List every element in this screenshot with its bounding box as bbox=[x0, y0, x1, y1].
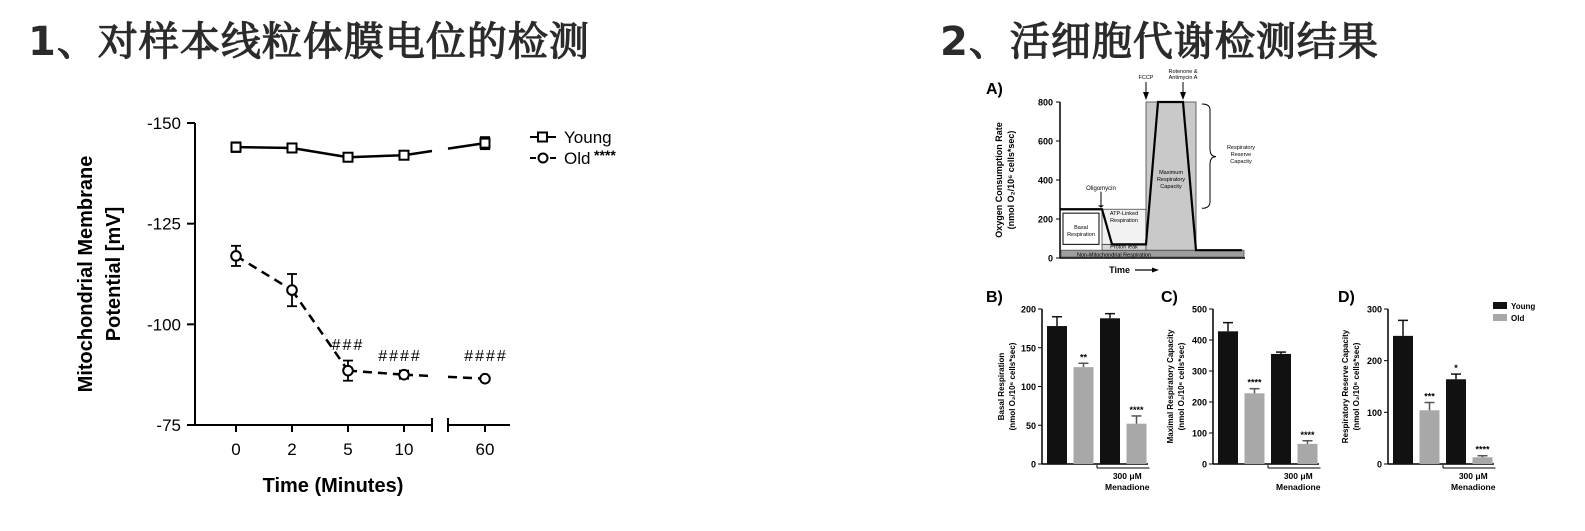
bar bbox=[1420, 410, 1440, 464]
rotenone-arrowhead bbox=[1180, 92, 1186, 100]
max-capacity-label-line-2: Respiratory bbox=[1156, 177, 1186, 184]
membrane-potential-chart bbox=[0, 80, 720, 520]
x-tick-label: 10 bbox=[394, 440, 414, 459]
panel-label: B) bbox=[986, 289, 1003, 306]
section-2-title: 2、活细胞代谢检测结果 bbox=[940, 19, 1379, 65]
non-mito-label: Non-Mitochondrial Respiration bbox=[1077, 252, 1151, 259]
treatment-label-line-2: Menadione bbox=[1105, 482, 1150, 492]
bar bbox=[1473, 457, 1493, 464]
y-axis-label-line-2: Potential [mV] bbox=[103, 206, 125, 342]
series-line-old bbox=[348, 371, 404, 375]
data-point-young bbox=[344, 153, 353, 162]
y-axis-label: Respiratory Reserve Capacity bbox=[1341, 329, 1350, 444]
atp-linked-label-line-2: Respiration bbox=[1110, 218, 1138, 225]
data-point-old bbox=[399, 370, 409, 380]
series-line-old bbox=[236, 256, 292, 290]
bar bbox=[1298, 444, 1318, 464]
y-tick-label: 500 bbox=[1191, 304, 1207, 315]
y-tick-label: 50 bbox=[1025, 420, 1036, 431]
section-1-title: 1、对样本线粒体膜电位的检测 bbox=[28, 19, 590, 65]
significance-label: **** bbox=[1300, 429, 1315, 440]
y-tick-label: 100 bbox=[1191, 428, 1207, 439]
significance-annotation: #### bbox=[464, 348, 508, 365]
oligomycin-arrowhead bbox=[1098, 205, 1104, 207]
y-tick-label: 400 bbox=[1191, 335, 1207, 346]
y-tick-label: -125 bbox=[146, 214, 181, 234]
data-point-old bbox=[480, 374, 490, 384]
basal-label-line-2: Respiration bbox=[1067, 231, 1095, 238]
legend-marker bbox=[539, 154, 548, 163]
y-axis-label-line-2: (nmol O₂/10⁶ cells*sec) bbox=[1006, 130, 1016, 230]
data-point-young bbox=[400, 151, 409, 160]
panel-label: C) bbox=[1161, 289, 1178, 306]
bar bbox=[1074, 367, 1094, 464]
y-tick-label: -100 bbox=[146, 315, 181, 335]
bar bbox=[1393, 336, 1413, 464]
legend-swatch bbox=[1493, 314, 1507, 321]
y-tick-label: 400 bbox=[1037, 175, 1053, 186]
y-tick-label: 200 bbox=[1366, 356, 1382, 367]
bar bbox=[1446, 379, 1466, 464]
y-axis-label-line-2: (nmol O₂/10⁶ cells*sec) bbox=[1352, 342, 1361, 431]
treatment-label: 300 μM bbox=[1112, 471, 1142, 481]
oligomycin-label: Oligomycin bbox=[1086, 185, 1116, 192]
y-tick-label: 0 bbox=[1030, 459, 1036, 470]
legend-label-young: Young bbox=[1511, 302, 1536, 311]
data-point-young bbox=[481, 139, 490, 148]
y-tick-label: 150 bbox=[1020, 343, 1036, 354]
bar bbox=[1245, 393, 1265, 464]
y-tick-label: 100 bbox=[1020, 382, 1036, 392]
reserve-label: Respiratory bbox=[1226, 144, 1256, 151]
fccp-label: FCCP bbox=[1138, 75, 1154, 81]
treatment-label-line-2: Menadione bbox=[1276, 482, 1321, 492]
reserve-label-line-3: Capacity bbox=[1230, 158, 1252, 165]
y-tick-label: 300 bbox=[1191, 366, 1207, 377]
series-line-young bbox=[236, 147, 292, 148]
significance-label: **** bbox=[1247, 377, 1262, 388]
series-line-young bbox=[448, 143, 485, 149]
data-point-old bbox=[231, 251, 241, 261]
legend-label-old: Old bbox=[1511, 314, 1525, 323]
data-point-young bbox=[288, 143, 297, 152]
significance-label: *** bbox=[1424, 391, 1435, 402]
y-tick-label: -150 bbox=[146, 114, 181, 133]
y-tick-label: 0 bbox=[1376, 459, 1382, 470]
max-capacity-label-line-3: Capacity bbox=[1160, 184, 1182, 191]
legend-label-young: Young bbox=[564, 128, 612, 147]
series-line-young bbox=[348, 155, 404, 157]
y-axis-label-line-2: (nmol O₂/10⁶ cells*sec) bbox=[1008, 342, 1017, 431]
panel-c-chart bbox=[1155, 282, 1335, 502]
basal-label: Basal bbox=[1074, 224, 1088, 231]
x-tick-label: 2 bbox=[287, 440, 297, 459]
y-axis-label: Maximal Respiratory Capacity bbox=[1166, 329, 1175, 444]
y-tick-label: 600 bbox=[1037, 136, 1053, 147]
panel-label: D) bbox=[1338, 289, 1355, 306]
y-axis-label-line-2: (nmol O₂/10⁶ cells*sec) bbox=[1177, 342, 1186, 431]
reserve-label-line-2: Reserve bbox=[1230, 151, 1252, 158]
reserve-bracket bbox=[1202, 104, 1216, 208]
significance-label: **** bbox=[1129, 404, 1144, 415]
fccp-arrowhead bbox=[1143, 92, 1149, 100]
y-tick-label: 200 bbox=[1037, 214, 1053, 225]
y-tick-label: 300 bbox=[1366, 304, 1382, 315]
bar bbox=[1218, 331, 1238, 464]
panel-d-chart bbox=[1330, 282, 1580, 502]
y-tick-label: 0 bbox=[1047, 253, 1053, 264]
x-tick-label: 60 bbox=[475, 440, 495, 459]
panel-a-chart bbox=[980, 68, 1280, 278]
data-point-old bbox=[343, 366, 353, 376]
y-tick-label: -75 bbox=[156, 416, 181, 435]
proton-leak-label: Proton leak bbox=[1110, 244, 1138, 251]
max-capacity-label: Maximum bbox=[1159, 170, 1183, 177]
data-point-young bbox=[232, 143, 241, 152]
y-tick-label: 100 bbox=[1366, 407, 1382, 418]
x-axis-label: Time (Minutes) bbox=[262, 475, 404, 497]
bar bbox=[1100, 318, 1120, 464]
legend-swatch bbox=[1493, 302, 1507, 309]
significance-label: ** bbox=[1079, 352, 1088, 363]
series-line-old bbox=[292, 290, 348, 371]
legend-marker bbox=[538, 133, 547, 142]
panel-label: A) bbox=[986, 81, 1003, 98]
treatment-label: 300 μM bbox=[1283, 471, 1313, 481]
bar bbox=[1271, 354, 1291, 464]
time-arrowhead bbox=[1152, 268, 1159, 273]
bar bbox=[1127, 424, 1147, 464]
y-tick-label: 200 bbox=[1020, 304, 1036, 315]
rotenone-label-line-2: Antimycin A bbox=[1168, 75, 1198, 81]
significance-label: **** bbox=[1475, 444, 1490, 455]
y-axis-label: Basal Respiration bbox=[997, 352, 1006, 421]
y-axis-label: Mitochondrial Membrane bbox=[75, 155, 97, 393]
treatment-label: 300 μM bbox=[1458, 471, 1488, 481]
data-point-old bbox=[287, 285, 297, 295]
treatment-label-line-2: Menadione bbox=[1451, 482, 1496, 492]
y-tick-label: 800 bbox=[1037, 97, 1053, 108]
x-tick-label: 5 bbox=[343, 440, 353, 459]
series-line-young bbox=[292, 148, 348, 157]
y-tick-label: 200 bbox=[1191, 397, 1207, 408]
x-tick-label: 0 bbox=[231, 440, 241, 459]
panel-b-chart bbox=[980, 282, 1160, 502]
significance-annotation: #### bbox=[378, 348, 422, 365]
y-tick-label: 0 bbox=[1201, 459, 1207, 470]
y-axis-label: Oxygen Consumption Rate bbox=[994, 122, 1004, 238]
legend-significance: **** bbox=[594, 147, 616, 163]
atp-linked-label: ATP-Linked bbox=[1109, 211, 1139, 218]
significance-annotation: ### bbox=[331, 337, 365, 354]
significance-label: * bbox=[1454, 363, 1458, 374]
rotenone-label: Rotenone & bbox=[1168, 69, 1198, 75]
bar bbox=[1047, 326, 1067, 464]
x-axis-label: Time bbox=[1109, 265, 1130, 275]
legend-label-old: Old bbox=[564, 149, 591, 168]
